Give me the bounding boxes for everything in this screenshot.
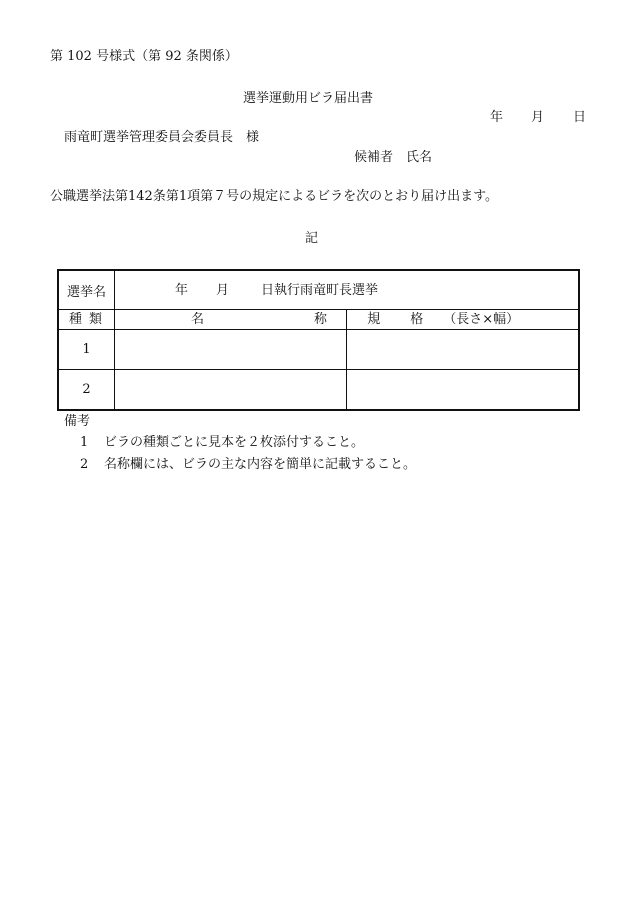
date-month-label: 月 — [531, 110, 545, 125]
date-day-label: 日 — [573, 110, 587, 125]
remarks-item — [80, 436, 364, 449]
remarks-item — [80, 458, 416, 471]
kind-header-b: 類 — [89, 312, 103, 327]
body-text: 公職選挙法第142条第1項第７号の規定によるビラを次のとおり届け出ます。 — [50, 189, 499, 204]
remarks-item-number: 1 — [80, 435, 89, 450]
applicant-role: 候補者 — [354, 150, 394, 165]
spec-header-note: （長さ×幅） — [443, 312, 520, 327]
election-name: 日執行雨竜町長選挙 — [261, 283, 379, 298]
spec-header-b: 格 — [410, 312, 424, 327]
row-spec-cell[interactable] — [347, 370, 579, 411]
table-row — [58, 370, 579, 411]
election-label: 選挙名 — [58, 270, 115, 310]
remarks-title: 備考 — [64, 414, 91, 429]
name-header-a: 名 — [191, 312, 205, 327]
applicant-name-label: 氏名 — [406, 150, 433, 165]
kind-header — [58, 310, 115, 330]
spec-header — [347, 310, 579, 330]
remarks-item-text: ビラの種類ごとに見本を２枚添付すること。 — [104, 435, 365, 450]
addressee: 雨竜町選挙管理委員会委員長 様 — [64, 130, 260, 145]
remarks-item-number: 2 — [80, 457, 89, 472]
name-header-b: 称 — [314, 312, 328, 327]
form-number: 第 102 号様式（第 92 条関係） — [50, 49, 238, 64]
election-year: 年 — [175, 283, 189, 298]
spec-header-a: 規 — [367, 312, 381, 327]
election-row — [58, 270, 579, 310]
row-name-cell[interactable] — [115, 330, 347, 370]
election-month: 月 — [216, 283, 230, 298]
row-spec-cell[interactable] — [347, 330, 579, 370]
document-title: 選挙運動用ビラ届出書 — [243, 91, 374, 106]
kind-header-a: 種 — [69, 312, 83, 327]
table-row — [58, 330, 579, 370]
remarks-item-text: 名称欄には、ビラの主な内容を簡単に記載すること。 — [104, 457, 417, 472]
header-row — [58, 310, 579, 330]
applicant-line — [354, 151, 432, 164]
name-header — [115, 310, 347, 330]
flyer-table — [57, 269, 580, 411]
row-number: 2 — [58, 370, 115, 411]
row-name-cell[interactable] — [115, 370, 347, 411]
ki-heading: 記 — [305, 231, 319, 246]
date-year-label: 年 — [490, 110, 504, 125]
election-cell — [115, 270, 580, 310]
row-number: 1 — [58, 330, 115, 370]
